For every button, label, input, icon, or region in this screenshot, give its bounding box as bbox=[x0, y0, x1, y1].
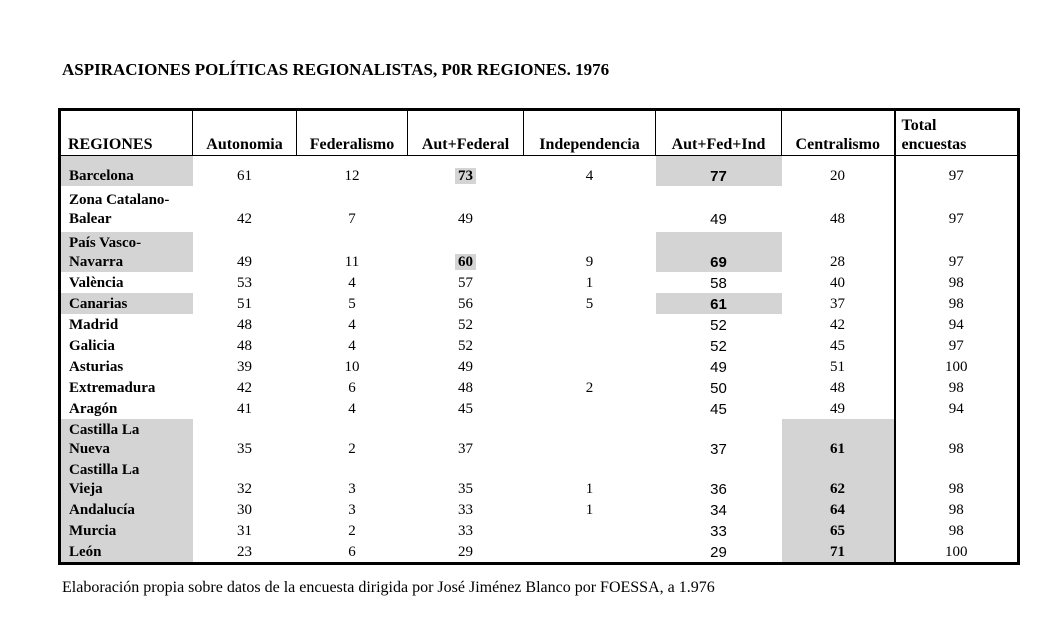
centralismo-cell: 51 bbox=[830, 359, 845, 375]
table-row bbox=[60, 520, 1019, 541]
federalismo-cell: 4 bbox=[348, 401, 356, 417]
aut-federal-cell: 52 bbox=[458, 317, 473, 333]
aut-fed-ind-cell: 37 bbox=[710, 441, 727, 458]
autonomia-cell: 49 bbox=[237, 254, 252, 270]
total-cell: 97 bbox=[895, 232, 1019, 272]
total-cell: 98 bbox=[895, 377, 1019, 398]
table-row bbox=[60, 398, 1019, 419]
header-independencia: Independencia bbox=[524, 110, 656, 156]
total-cell: 97 bbox=[895, 156, 1019, 187]
total-cell: 97 bbox=[895, 189, 1019, 229]
region-cell: València bbox=[69, 275, 124, 291]
aut-federal-cell: 33 bbox=[458, 523, 473, 539]
centralismo-cell: 65 bbox=[782, 520, 895, 541]
aut-fed-ind-cell: 52 bbox=[710, 338, 727, 355]
federalismo-cell: 6 bbox=[348, 380, 356, 396]
federalismo-cell: 4 bbox=[348, 275, 356, 291]
federalismo-cell: 11 bbox=[344, 254, 360, 270]
independencia-cell: 2 bbox=[585, 380, 594, 396]
independencia-cell: 5 bbox=[585, 296, 594, 312]
aut-fed-ind-cell: 36 bbox=[710, 481, 727, 498]
region-cell: Aragón bbox=[69, 401, 118, 417]
autonomia-cell: 39 bbox=[237, 359, 252, 375]
aut-federal-cell: 29 bbox=[458, 544, 473, 560]
autonomia-cell: 41 bbox=[237, 401, 252, 417]
independencia-cell: 9 bbox=[585, 254, 594, 270]
aut-fed-ind-cell: 69 bbox=[656, 232, 782, 272]
federalismo-cell: 6 bbox=[348, 544, 356, 560]
aut-federal-cell: 37 bbox=[458, 441, 473, 457]
independencia-cell bbox=[524, 398, 656, 419]
region-line2: Vieja bbox=[69, 481, 103, 497]
aut-federal-cell: 35 bbox=[458, 481, 473, 497]
centralismo-cell: 42 bbox=[830, 317, 845, 333]
region-cell: Canarias bbox=[60, 293, 193, 314]
autonomia-cell: 53 bbox=[237, 275, 252, 291]
aut-federal-value: 60 bbox=[455, 254, 476, 270]
centralismo-cell: 48 bbox=[830, 380, 845, 396]
region-cell: Galicia bbox=[69, 338, 115, 354]
table-row bbox=[60, 499, 1019, 520]
aut-fed-ind-cell: 58 bbox=[710, 275, 727, 292]
table-row bbox=[60, 272, 1019, 293]
federalismo-cell: 12 bbox=[344, 168, 360, 184]
federalismo-cell: 4 bbox=[348, 338, 356, 354]
autonomia-cell: 32 bbox=[237, 481, 252, 497]
federalismo-cell: 3 bbox=[348, 481, 356, 497]
table-row bbox=[60, 541, 1019, 564]
table-row bbox=[60, 232, 1019, 272]
region-line1: Castilla La bbox=[69, 462, 140, 478]
table-row bbox=[60, 314, 1019, 335]
aut-federal-cell: 56 bbox=[458, 296, 473, 312]
table-row bbox=[60, 459, 1019, 499]
aut-fed-ind-cell: 50 bbox=[710, 380, 727, 397]
source-note: Elaboración propia sobre datos de la encuesta dirigida por José Jiménez Blanco por FOESSA, a 1.976 bbox=[62, 579, 715, 596]
aut-federal-cell: 57 bbox=[458, 275, 473, 291]
independencia-cell: 1 bbox=[585, 275, 594, 291]
table-row bbox=[60, 335, 1019, 356]
autonomia-cell: 61 bbox=[237, 168, 252, 184]
aut-federal-cell: 48 bbox=[458, 380, 473, 396]
header-federalismo: Federalismo bbox=[297, 110, 408, 156]
header-autonomia: Autonomia bbox=[193, 110, 297, 156]
centralismo-cell: 48 bbox=[830, 211, 845, 227]
region-line1: Zona Catalano- bbox=[69, 192, 170, 208]
total-cell: 98 bbox=[895, 520, 1019, 541]
data-table bbox=[58, 108, 1020, 565]
aut-federal-cell bbox=[408, 156, 524, 187]
independencia-cell: 1 bbox=[585, 502, 594, 518]
table-row bbox=[60, 419, 1019, 459]
centralismo-cell: 71 bbox=[782, 541, 895, 564]
aut-fed-ind-cell: 49 bbox=[710, 211, 727, 228]
independencia-cell bbox=[524, 541, 656, 564]
region-line2: Balear bbox=[69, 211, 112, 227]
federalismo-cell: 2 bbox=[348, 523, 356, 539]
autonomia-cell: 23 bbox=[237, 544, 252, 560]
aut-fed-ind-cell: 49 bbox=[710, 359, 727, 376]
total-cell: 98 bbox=[895, 419, 1019, 459]
federalismo-cell: 3 bbox=[348, 502, 356, 518]
region-line1: País Vasco- bbox=[69, 235, 142, 251]
independencia-cell bbox=[524, 335, 656, 356]
autonomia-cell: 42 bbox=[237, 211, 252, 227]
table-row bbox=[60, 377, 1019, 398]
federalismo-cell: 7 bbox=[348, 211, 356, 227]
region-line1: Castilla La bbox=[69, 422, 140, 438]
federalismo-cell: 2 bbox=[348, 441, 356, 457]
header-aut-fed-ind: Aut+Fed+Ind bbox=[656, 110, 782, 156]
aut-federal-value: 73 bbox=[455, 168, 476, 184]
aut-fed-ind-cell: 52 bbox=[710, 317, 727, 334]
aut-fed-ind-cell: 33 bbox=[710, 523, 727, 540]
region-cell: León bbox=[60, 541, 193, 564]
centralismo-cell: 45 bbox=[830, 338, 845, 354]
region-cell: Madrid bbox=[69, 317, 119, 333]
autonomia-cell: 48 bbox=[237, 338, 252, 354]
autonomia-cell: 51 bbox=[237, 296, 252, 312]
aut-federal-cell: 49 bbox=[458, 359, 473, 375]
centralismo-cell: 40 bbox=[830, 275, 845, 291]
header-row bbox=[60, 110, 1019, 156]
header-centralismo: Centralismo bbox=[782, 110, 895, 156]
table-row bbox=[60, 156, 1019, 187]
header-total-line2: encuestas bbox=[901, 136, 967, 153]
table-row bbox=[60, 189, 1019, 229]
region-cell bbox=[60, 189, 193, 229]
header-regiones: REGIONES bbox=[60, 110, 193, 156]
autonomia-cell: 30 bbox=[237, 502, 252, 518]
document-title: ASPIRACIONES POLÍTICAS REGIONALISTAS, P0R REGIONES. 1976 bbox=[62, 60, 610, 79]
autonomia-cell: 48 bbox=[237, 317, 252, 333]
region-cell: Barcelona bbox=[60, 156, 193, 187]
aut-fed-ind-cell: 34 bbox=[710, 502, 727, 519]
region-cell: Extremadura bbox=[69, 380, 156, 396]
centralismo-cell: 64 bbox=[782, 499, 895, 520]
header-total-encuestas bbox=[895, 110, 1019, 156]
independencia-cell bbox=[524, 520, 656, 541]
autonomia-cell: 42 bbox=[237, 380, 252, 396]
region-cell: Andalucía bbox=[60, 499, 193, 520]
independencia-cell bbox=[524, 419, 656, 459]
aut-federal-cell: 52 bbox=[458, 338, 473, 354]
total-cell: 98 bbox=[895, 293, 1019, 314]
region-line2: Navarra bbox=[69, 254, 124, 270]
region-cell bbox=[60, 419, 193, 459]
centralismo-cell: 49 bbox=[830, 401, 845, 417]
autonomia-cell: 31 bbox=[237, 523, 252, 539]
region-cell bbox=[60, 459, 193, 499]
table-row bbox=[60, 356, 1019, 377]
total-cell: 100 bbox=[895, 356, 1019, 377]
independencia-cell bbox=[524, 314, 656, 335]
independencia-cell bbox=[524, 189, 656, 229]
region-cell: Asturias bbox=[69, 359, 124, 375]
aut-federal-cell: 45 bbox=[458, 401, 473, 417]
total-cell: 98 bbox=[895, 499, 1019, 520]
total-cell: 94 bbox=[895, 398, 1019, 419]
centralismo-cell: 61 bbox=[782, 419, 895, 459]
independencia-cell: 4 bbox=[585, 168, 594, 184]
federalismo-cell: 5 bbox=[348, 296, 356, 312]
header-total-line1: Total bbox=[901, 117, 937, 134]
centralismo-cell: 28 bbox=[830, 254, 845, 270]
aut-fed-ind-cell: 45 bbox=[710, 401, 727, 418]
autonomia-cell: 35 bbox=[237, 441, 252, 457]
region-cell bbox=[60, 232, 193, 272]
header-aut-federal: Aut+Federal bbox=[408, 110, 524, 156]
aut-fed-ind-cell: 29 bbox=[710, 544, 727, 561]
aut-fed-ind-cell: 61 bbox=[656, 293, 782, 314]
independencia-cell: 1 bbox=[585, 481, 594, 497]
centralismo-cell: 62 bbox=[782, 459, 895, 499]
total-cell: 94 bbox=[895, 314, 1019, 335]
centralismo-cell: 37 bbox=[830, 296, 845, 312]
independencia-cell bbox=[524, 356, 656, 377]
total-cell: 98 bbox=[895, 459, 1019, 499]
centralismo-cell: 20 bbox=[830, 168, 845, 184]
table-row bbox=[60, 293, 1019, 314]
region-line2: Nueva bbox=[69, 441, 110, 457]
total-cell: 97 bbox=[895, 335, 1019, 356]
aut-fed-ind-cell: 77 bbox=[656, 156, 782, 187]
federalismo-cell: 10 bbox=[344, 359, 360, 375]
region-cell: Murcia bbox=[60, 520, 193, 541]
total-cell: 100 bbox=[895, 541, 1019, 564]
total-cell: 98 bbox=[895, 272, 1019, 293]
federalismo-cell: 4 bbox=[348, 317, 356, 333]
aut-federal-cell bbox=[408, 232, 524, 272]
aut-federal-cell: 33 bbox=[458, 502, 473, 518]
aut-federal-cell: 49 bbox=[458, 211, 473, 227]
